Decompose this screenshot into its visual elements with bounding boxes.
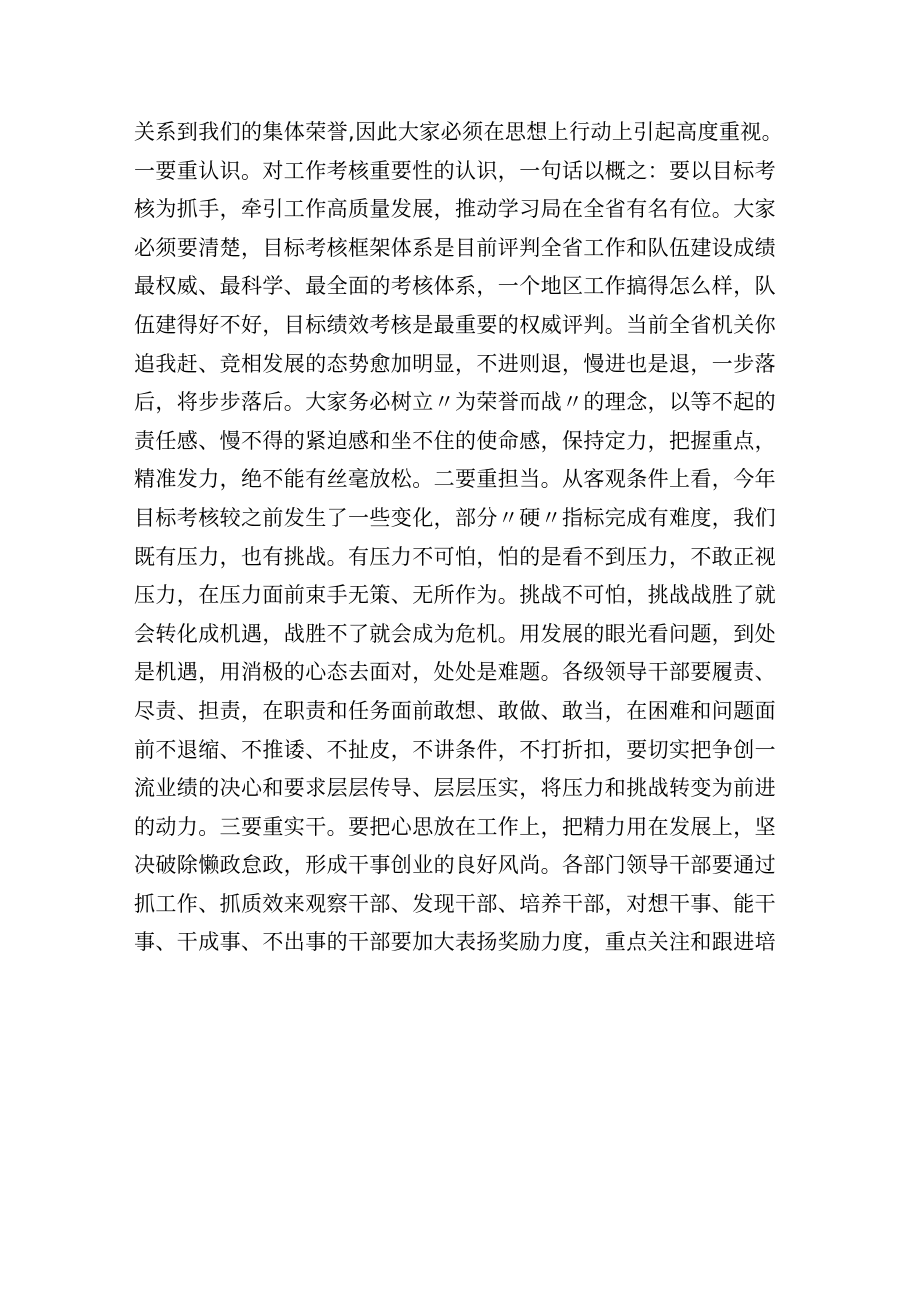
text-line-20: 决破除懒政怠政，形成干事创业的良好风尚。各部门领导干部要通过 bbox=[134, 853, 776, 878]
text-line-16: 尽责、担责，在职责和任务面前敢想、敢做、敢当，在困难和问题面 bbox=[134, 698, 776, 723]
text-line-6: 伍建得好不好，目标绩效考核是最重要的权威评判。当前全省机关你 bbox=[134, 312, 776, 337]
text-line-18: 流业绩的决心和要求层层传导、层层压实，将压力和挑战转变为前进 bbox=[134, 776, 776, 801]
text-line-4: 必须要清楚，目标考核框架体系是目前评判全省工作和队伍建设成绩 bbox=[134, 235, 776, 260]
body-text bbox=[134, 113, 794, 962]
text-line-8: 后，将步步落后。大家务必树立〃为荣誉而战〃的理念，以等不起的 bbox=[134, 390, 776, 415]
text-line-13: 压力，在压力面前束手无策、无所作为。挑战不可怕，挑战战胜了就 bbox=[134, 583, 776, 608]
text-line-10: 精准发力，绝不能有丝毫放松。二要重担当。从客观条件上看，今年 bbox=[134, 467, 776, 492]
text-line-15: 是机遇，用消极的心态去面对，处处是难题。各级领导干部要履责、 bbox=[134, 660, 776, 685]
text-line-17: 前不退缩、不推诿、不扯皮，不讲条件，不打折扣，要切实把争创一 bbox=[134, 737, 776, 762]
text-line-14: 会转化成机遇，战胜不了就会成为危机。用发展的眼光看问题，到处 bbox=[134, 621, 776, 646]
text-line-7: 追我赶、竞相发展的态势愈加明显，不进则退，慢进也是退，一步落 bbox=[134, 351, 776, 376]
text-line-2: 一要重认识。对工作考核重要性的认识，一句话以概之：要以目标考 bbox=[134, 158, 776, 183]
text-line-12: 既有压力，也有挑战。有压力不可怕，怕的是看不到压力，不敢正视 bbox=[134, 544, 776, 569]
text-line-22: 事、干成事、不出事的干部要加大表扬奖励力度，重点关注和跟进培 bbox=[134, 930, 776, 955]
text-line-11: 目标考核较之前发生了一些变化，部分〃硬〃指标完成有难度，我们 bbox=[134, 505, 776, 530]
text-line-21: 抓工作、抓质效来观察干部、发现干部、培养干部，对想干事、能干 bbox=[134, 891, 776, 916]
text-line-1: 关系到我们的集体荣誉,因此大家必须在思想上行动上引起高度重视。 bbox=[134, 120, 784, 144]
text-line-19: 的动力。三要重实干。要把心思放在工作上，把精力用在发展上，坚 bbox=[134, 814, 776, 839]
text-line-5: 最权威、最科学、最全面的考核体系，一个地区工作搞得怎么样，队 bbox=[134, 274, 776, 299]
text-line-9: 责任感、慢不得的紧迫感和坐不住的使命感，保持定力，把握重点， bbox=[134, 428, 776, 453]
text-line-3: 核为抓手，牵引工作高质量发展，推动学习局在全省有名有位。大家 bbox=[134, 197, 776, 222]
